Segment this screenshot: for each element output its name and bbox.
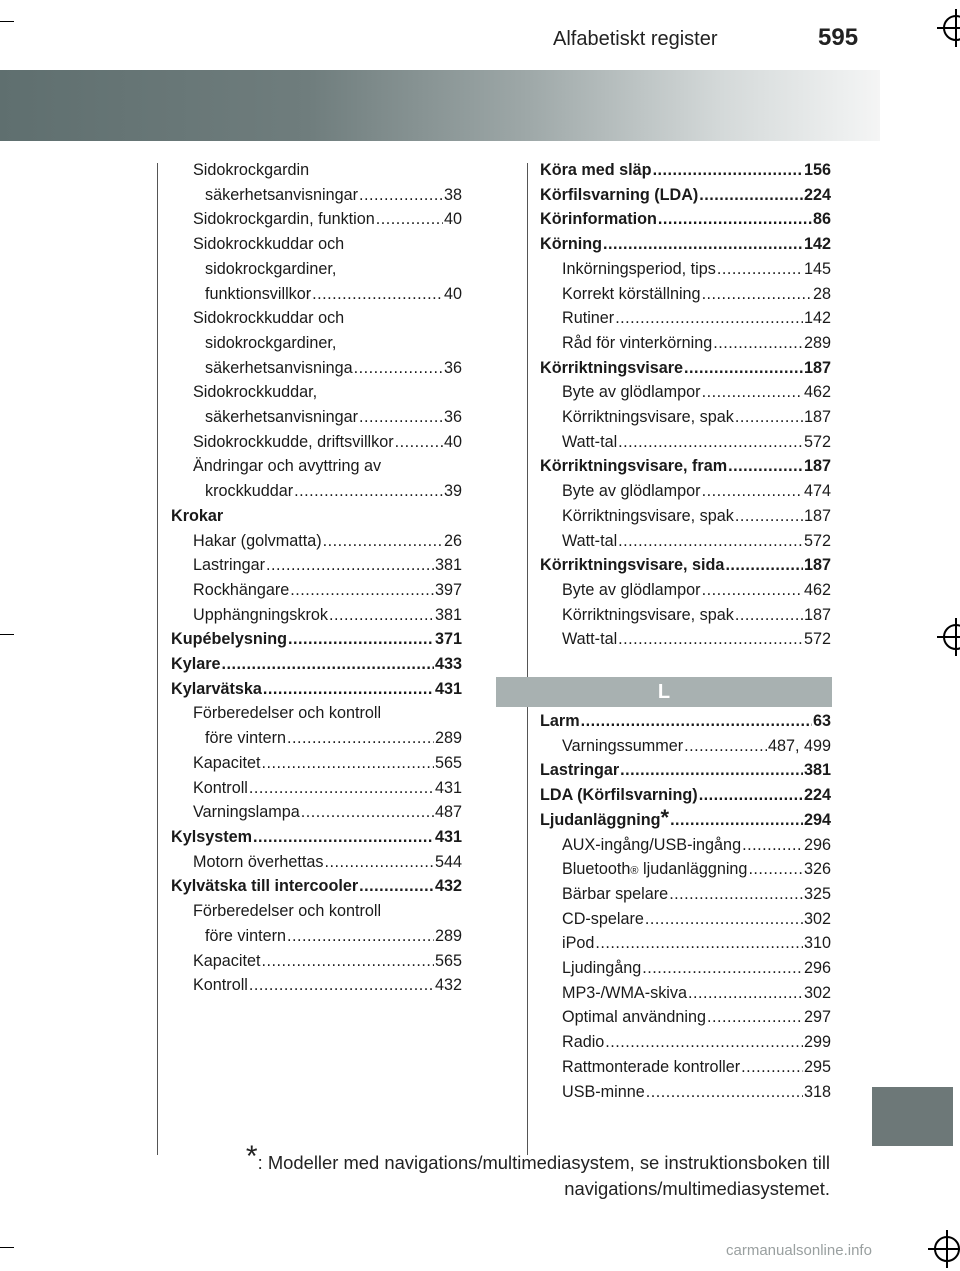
dot-leader	[646, 1080, 803, 1105]
index-entry	[540, 282, 831, 307]
index-entry-page: 39	[443, 482, 462, 501]
index-entry-term: USB-minne	[562, 1082, 645, 1101]
index-entry-page: 318	[803, 1082, 831, 1101]
index-entry-term: AUX-ingång/USB-ingång	[562, 835, 742, 854]
footnote	[180, 1139, 830, 1202]
dot-leader	[688, 981, 803, 1006]
dot-leader	[670, 808, 803, 833]
index-entry-term: Lastringar	[540, 761, 620, 780]
index-entry	[540, 1030, 831, 1055]
index-entry-term: Krokar	[171, 506, 224, 525]
dot-leader	[249, 776, 434, 801]
dot-leader	[253, 825, 434, 850]
index-entry-term: Ljudingång	[562, 959, 642, 978]
index-entry-page: 381	[803, 761, 831, 780]
index-entry-term: Byte av glödlampor	[562, 580, 701, 599]
index-entry	[540, 405, 831, 430]
index-entry-term: Bärbar spelare	[562, 884, 669, 903]
index-entry-page: 474	[803, 482, 831, 501]
index-entry-term: Sidokrockkuddar och	[193, 309, 345, 328]
index-entry-page: 544	[434, 852, 462, 871]
dot-leader	[262, 949, 434, 974]
index-entry	[171, 850, 462, 875]
index-entry	[171, 776, 462, 801]
index-entry-page: 187	[803, 605, 831, 624]
index-entry-page: 296	[803, 835, 831, 854]
dot-leader	[702, 479, 803, 504]
index-entry	[540, 158, 831, 183]
index-entry	[171, 257, 462, 282]
index-entry-term: krockkuddar	[205, 482, 294, 501]
dot-leader	[725, 553, 803, 578]
dot-leader	[658, 207, 812, 232]
index-entry-term: Kupébelysning	[171, 630, 288, 649]
index-entry-term: Larm	[540, 712, 580, 730]
index-entry: Ljudanläggning * ..... 294	[540, 808, 831, 833]
index-entry	[171, 800, 462, 825]
index-entry-page: 224	[803, 786, 831, 805]
index-entry-term: före vintern	[205, 926, 286, 945]
index-entry-page: 40	[443, 210, 462, 229]
dot-leader	[294, 479, 443, 504]
index-entry-term: Watt-tal	[562, 432, 618, 451]
dot-leader	[288, 627, 434, 652]
index-entry	[540, 578, 831, 603]
column-divider-middle	[527, 163, 528, 1155]
index-entry-term: Korrekt körställning	[562, 284, 701, 303]
dot-leader	[359, 874, 434, 899]
index-entry-term: sidokrockgardiner,	[205, 333, 337, 352]
index-entry	[171, 380, 462, 405]
dot-leader	[620, 758, 803, 783]
index-entry-term: Watt-tal	[562, 630, 618, 649]
index-entry	[171, 973, 462, 998]
dot-leader	[702, 578, 803, 603]
dot-leader	[699, 783, 803, 808]
index-entry	[540, 709, 831, 734]
index-entry-term: Sidokrockkuddar,	[193, 383, 318, 402]
index-entry-page: 302	[803, 983, 831, 1002]
dot-leader	[359, 405, 443, 430]
index-entry	[540, 734, 831, 759]
index-entry-page: 326	[803, 860, 831, 879]
index-entry-page: 142	[803, 235, 831, 254]
index-entry-term: Sidokrockkuddar och	[193, 235, 345, 254]
index-entry	[540, 356, 831, 381]
index-entry-page: 371	[434, 630, 462, 649]
index-entry-term: Körriktningsvisare, spak	[562, 408, 734, 427]
crop-mark	[0, 634, 14, 635]
dot-leader	[595, 931, 803, 956]
section-header-letter: L	[496, 677, 832, 707]
index-entry-term: säkerhetsanvisninga	[205, 358, 353, 377]
index-entry-term: Rutiner	[562, 309, 615, 328]
index-entry-page: 487	[434, 803, 462, 822]
index-entry	[171, 282, 462, 307]
footnote-marker: *	[245, 1139, 258, 1173]
index-entry-page: 302	[803, 909, 831, 928]
index-entry	[540, 907, 831, 932]
chapter-thumb-tab	[872, 1087, 953, 1146]
index-entry-term: Byte av glödlampor	[562, 482, 701, 501]
index-entry	[540, 1080, 831, 1105]
index-entry-page: 433	[434, 655, 462, 674]
dot-leader	[742, 833, 803, 858]
index-entry-page: 572	[803, 630, 831, 649]
index-entry	[540, 931, 831, 956]
index-entry-term: Körriktningsvisare, sida	[540, 556, 725, 575]
index-entry-term: Kylsystem	[171, 827, 252, 846]
index-entry-term: säkerhetsanvisningar	[205, 408, 358, 427]
dot-leader	[287, 924, 434, 949]
index-entry-term: funktionsvillkor	[205, 284, 312, 303]
index-entry-page: 224	[803, 185, 831, 204]
index-entry	[171, 331, 462, 356]
index-entry-page: 289	[434, 729, 462, 748]
index-entry-term: Rockhängare	[193, 580, 290, 599]
index-entry	[540, 183, 831, 208]
index-entry	[171, 949, 462, 974]
index-entry-page: 565	[434, 951, 462, 970]
index-entry-term: Körriktningsvisare, fram	[540, 457, 728, 476]
index-entry-page: 156	[803, 161, 831, 179]
index-entry	[171, 924, 462, 949]
dot-leader	[395, 430, 443, 455]
index-entry-term: LDA (Körfilsvarning)	[540, 786, 698, 805]
index-entry	[171, 207, 462, 232]
index-entry	[540, 306, 831, 331]
index-entry-term: Förberedelser och kontroll	[193, 704, 382, 723]
index-entry-page: 145	[803, 259, 831, 278]
index-entry-page: 462	[803, 580, 831, 599]
index-entry	[540, 981, 831, 1006]
index-column-left	[171, 158, 462, 998]
dot-leader	[222, 652, 434, 677]
index-entry-term: Kapacitet	[193, 951, 261, 970]
index-entry	[171, 627, 462, 652]
index-entry-page: 36	[443, 358, 462, 377]
dot-leader	[735, 504, 803, 529]
index-entry-page: 381	[434, 605, 462, 624]
index-entry	[171, 751, 462, 776]
index-entry-page: 26	[443, 531, 462, 550]
index-entry	[540, 603, 831, 628]
index-entry-page: 572	[803, 432, 831, 451]
dot-leader	[581, 709, 812, 734]
dot-leader	[735, 405, 803, 430]
index-entry	[540, 956, 831, 981]
registration-mark-icon	[943, 624, 960, 650]
index-entry-page: 187	[803, 358, 831, 377]
index-entry-page: 187	[803, 506, 831, 525]
index-entry-term: Kapacitet	[193, 753, 261, 772]
dot-leader	[287, 726, 434, 751]
index-entry-term: Körning	[540, 235, 603, 254]
dot-leader	[728, 454, 803, 479]
index-entry-term: Kylarvätska	[171, 679, 262, 698]
index-entry	[540, 454, 831, 479]
index-entry	[171, 454, 462, 479]
index-entry-term: Körriktningsvisare	[540, 358, 684, 377]
index-entry-term: Sidokrockkudde, driftsvillkor	[193, 432, 394, 451]
footnote-line-1: *: Modeller med navigations/multimediasystem, se instruktionsboken till	[245, 1139, 830, 1173]
index-entry	[171, 726, 462, 751]
dot-leader	[615, 306, 803, 331]
dot-leader	[618, 627, 803, 652]
index-entry-term: Rattmonterade kontroller	[562, 1057, 741, 1076]
dot-leader	[702, 380, 803, 405]
dot-leader	[249, 973, 434, 998]
index-entry	[171, 677, 462, 702]
index-entry-term: Sidokrockgardin	[193, 161, 310, 179]
index-entry	[171, 356, 462, 381]
index-entry-page: 487, 499	[767, 736, 831, 755]
index-entry	[540, 529, 831, 554]
dot-leader	[329, 603, 434, 628]
dot-leader	[684, 734, 767, 759]
index-entry-page: 86	[812, 210, 831, 229]
index-entry-page: 294	[803, 810, 831, 829]
index-entry	[540, 504, 831, 529]
index-entry	[540, 430, 831, 455]
index-entry-term: Motorn överhettas	[193, 852, 324, 871]
index-entry-term: Körriktningsvisare, spak	[562, 605, 734, 624]
dot-leader	[618, 430, 803, 455]
index-entry	[171, 430, 462, 455]
index-entry	[540, 479, 831, 504]
index-entry	[540, 1055, 831, 1080]
index-entry-page: 431	[434, 679, 462, 698]
index-entry	[540, 783, 831, 808]
index-entry-page: 296	[803, 959, 831, 978]
registration-mark-icon	[934, 1236, 960, 1262]
index-entry	[540, 627, 831, 652]
index-entry-page: 187	[803, 556, 831, 575]
index-entry	[171, 652, 462, 677]
index-entry-term: före vintern	[205, 729, 286, 748]
index-entry-page: 432	[434, 877, 462, 896]
index-entry	[171, 603, 462, 628]
index-entry-page: 295	[803, 1057, 831, 1076]
index-entry-page: 187	[803, 408, 831, 427]
index-entry	[540, 380, 831, 405]
index-entry-term: Körinformation	[540, 210, 657, 229]
index-entry	[171, 232, 462, 257]
index-entry-term: säkerhetsanvisningar	[205, 185, 358, 204]
index-entry	[540, 833, 831, 858]
index-entry-page: 36	[443, 408, 462, 427]
crop-mark	[0, 21, 14, 22]
index-entry-term: Upphängningskrok	[193, 605, 328, 624]
dot-leader	[653, 158, 803, 183]
index-entry	[171, 553, 462, 578]
index-entry-term: Optimal användning	[562, 1008, 706, 1027]
dot-leader	[669, 882, 803, 907]
dot-leader	[354, 356, 443, 381]
index-entry-term: Hakar (golvmatta)	[193, 531, 322, 550]
column-divider-left	[157, 163, 158, 1155]
index-entry-page: 299	[803, 1033, 831, 1052]
index-entry-page: 28	[812, 284, 831, 303]
crop-mark	[0, 1247, 14, 1248]
index-entry	[171, 578, 462, 603]
index-entry-term: Byte av glödlampor	[562, 383, 701, 402]
index-entry	[171, 701, 462, 726]
dot-leader	[266, 553, 434, 578]
index-entry-term: MP3-/WMA-skiva	[562, 983, 688, 1002]
dot-leader	[618, 529, 803, 554]
index-entry	[540, 882, 831, 907]
index-entry-page: 572	[803, 531, 831, 550]
index-entry-page: 310	[803, 934, 831, 953]
index-entry-page: 432	[434, 976, 462, 995]
registration-mark-icon	[943, 15, 960, 41]
dot-leader	[713, 331, 803, 356]
dot-leader	[359, 183, 443, 208]
index-entry-term-continued: ljudanläggning	[638, 860, 748, 879]
index-entry-page: 397	[434, 580, 462, 599]
index-entry-page: 40	[443, 284, 462, 303]
index-entry	[171, 479, 462, 504]
dot-leader	[312, 282, 443, 307]
footnote-line-2: navigations/multimediasystemet.	[564, 1178, 830, 1199]
header-band	[0, 70, 880, 141]
dot-leader	[290, 578, 434, 603]
dot-leader	[645, 907, 803, 932]
index-entry-page: 381	[434, 556, 462, 575]
index-entry-page: 289	[434, 926, 462, 945]
dot-leader	[603, 232, 803, 257]
index-entry	[171, 825, 462, 850]
index-entry-term: Kontroll	[193, 976, 248, 995]
dot-leader	[702, 282, 812, 307]
index-entry-term: Ändringar och avyttring av	[193, 457, 382, 476]
index-entry-term: Körriktningsvisare, spak	[562, 506, 734, 525]
index-entry-page: 187	[803, 457, 831, 476]
dot-leader	[748, 857, 803, 882]
index-entry	[171, 529, 462, 554]
index-entry-page: 142	[803, 309, 831, 328]
dot-leader	[699, 183, 803, 208]
dot-leader	[605, 1030, 803, 1055]
index-entry-term: iPod	[562, 934, 595, 953]
dot-leader	[263, 677, 434, 702]
index-entry-term: Köra med släp	[540, 161, 652, 179]
index-entry	[540, 232, 831, 257]
index-entry	[171, 504, 462, 529]
watermark: carmanualsonline.info	[726, 1242, 872, 1259]
index-entry-term: sidokrockgardiner,	[205, 259, 337, 278]
index-entry-page: 289	[803, 333, 831, 352]
index-entry-page: 40	[443, 432, 462, 451]
dot-leader	[262, 751, 434, 776]
index-entry: Bluetooth ® ljudanläggning ..... 326	[540, 857, 831, 882]
index-entry-page: 431	[434, 778, 462, 797]
index-entry-term: Körfilsvarning (LDA)	[540, 185, 699, 204]
index-column-right-top	[540, 158, 831, 652]
index-entry-term: Lastringar	[193, 556, 265, 575]
index-entry	[171, 306, 462, 331]
index-entry	[540, 331, 831, 356]
index-entry-term: CD-spelare	[562, 909, 644, 928]
dot-leader	[301, 800, 434, 825]
dot-leader	[684, 356, 803, 381]
index-entry	[171, 899, 462, 924]
index-entry	[171, 183, 462, 208]
index-entry-term: Inkörningsperiod, tips	[562, 259, 716, 278]
index-entry-term: Kontroll	[193, 778, 248, 797]
dot-leader	[323, 529, 443, 554]
dot-leader	[642, 956, 803, 981]
index-entry	[540, 1005, 831, 1030]
index-entry-term: Råd för vinterkörning	[562, 333, 713, 352]
index-entry	[171, 158, 462, 183]
index-entry	[540, 553, 831, 578]
index-entry-page: 431	[434, 827, 462, 846]
index-entry	[540, 257, 831, 282]
dot-leader	[324, 850, 434, 875]
index-entry-term: Radio	[562, 1033, 605, 1052]
index-entry-term: Bluetooth	[562, 860, 631, 879]
index-entry	[540, 207, 831, 232]
index-entry-page: 63	[812, 712, 831, 730]
dot-leader	[707, 1005, 803, 1030]
index-entry-term: Kylvätska till intercooler	[171, 877, 359, 896]
index-entry-term: Sidokrockgardin, funktion	[193, 210, 375, 229]
index-entry-page: 325	[803, 884, 831, 903]
index-entry-page: 565	[434, 753, 462, 772]
dot-leader	[735, 603, 803, 628]
index-entry-term: Förberedelser och kontroll	[193, 902, 382, 921]
index-entry	[171, 874, 462, 899]
index-entry-term: Varningslampa	[193, 803, 300, 822]
index-entry-page: 38	[443, 185, 462, 204]
index-entry	[540, 758, 831, 783]
running-header-title: Alfabetiskt register	[553, 28, 718, 50]
page-number: 595	[818, 24, 859, 51]
index-entry-term: Watt-tal	[562, 531, 618, 550]
index-entry-term: Varningssummer	[562, 736, 684, 755]
dot-leader	[741, 1055, 803, 1080]
index-entry-term: Kylare	[171, 655, 221, 674]
index-entry-page: 297	[803, 1008, 831, 1027]
index-column-right-bottom	[540, 709, 831, 1104]
index-entry	[171, 405, 462, 430]
index-entry-term: Ljudanläggning	[540, 810, 661, 829]
dot-leader	[717, 257, 803, 282]
index-entry-page: 462	[803, 383, 831, 402]
dot-leader	[376, 207, 443, 232]
